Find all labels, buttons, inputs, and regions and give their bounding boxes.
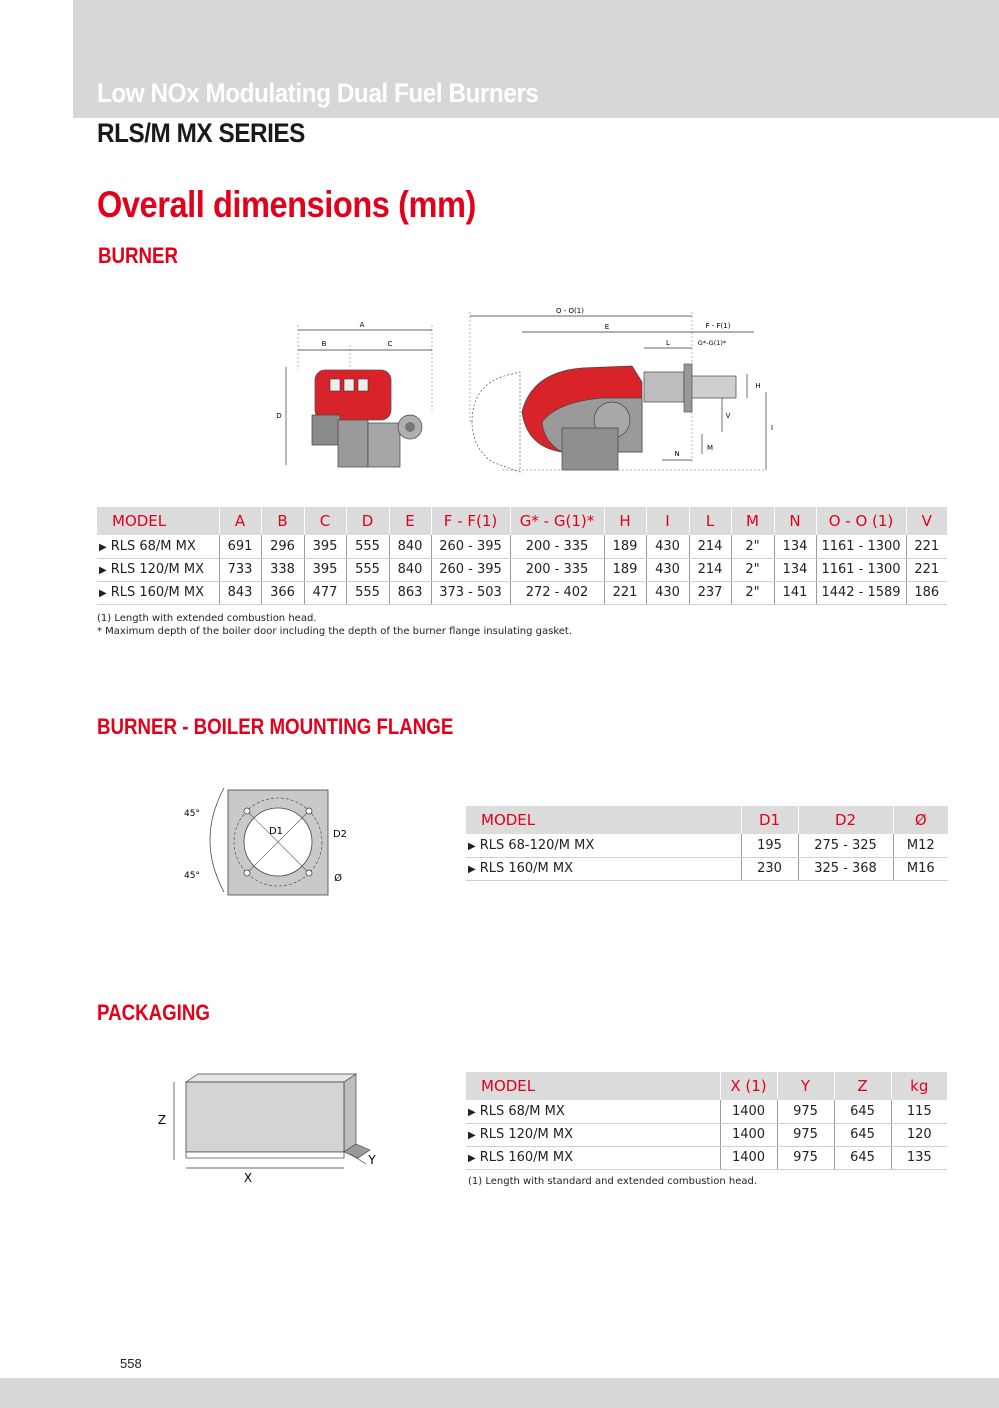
col-o: O - O (1) bbox=[816, 507, 906, 535]
pack-label-z: Z bbox=[157, 1113, 167, 1127]
table-row bbox=[466, 857, 948, 880]
series-subtitle: RLS/M MX SERIES bbox=[97, 118, 305, 148]
pack-label-x: X bbox=[243, 1171, 253, 1185]
burner-side-view-diagram bbox=[462, 302, 782, 482]
cell: 325 - 368 bbox=[798, 857, 893, 880]
triangle-bullet-icon: ▶ bbox=[468, 864, 476, 875]
cell: 195 bbox=[741, 834, 798, 857]
cell: 296 bbox=[261, 535, 304, 558]
dim-label-o: O - O(1) bbox=[556, 307, 584, 315]
cell: 477 bbox=[304, 581, 346, 604]
cell: 555 bbox=[346, 535, 389, 558]
triangle-bullet-icon: ▶ bbox=[468, 840, 476, 852]
flange-label-d2: D2 bbox=[332, 829, 348, 840]
col-f: F - F(1) bbox=[431, 507, 510, 535]
burner-section-title: BURNER bbox=[98, 243, 179, 268]
page-title: Overall dimensions (mm) bbox=[97, 184, 476, 225]
cell: 214 bbox=[689, 558, 731, 581]
col-m: M bbox=[731, 507, 774, 535]
cell: 237 bbox=[689, 581, 731, 604]
dim-label-l: L bbox=[666, 339, 670, 347]
burner-front-view-diagram bbox=[270, 315, 440, 475]
packaging-note: (1) Length with standard and extended combustion head. bbox=[468, 1176, 757, 1187]
dim-label-f: F - F(1) bbox=[705, 322, 731, 330]
cell: 373 - 503 bbox=[431, 581, 510, 604]
table-row bbox=[97, 558, 947, 581]
cell: 975 bbox=[777, 1100, 834, 1123]
cell: 189 bbox=[604, 558, 646, 581]
cell: 186 bbox=[906, 581, 947, 604]
cell: 430 bbox=[646, 558, 689, 581]
model-name: RLS 68/M MX bbox=[110, 538, 196, 554]
cell: 840 bbox=[389, 535, 431, 558]
cell: 733 bbox=[219, 558, 261, 581]
packaging-section-title: PACKAGING bbox=[97, 1000, 210, 1025]
cell: 975 bbox=[777, 1146, 834, 1169]
packaging-diagram bbox=[150, 1070, 390, 1190]
table-header-row bbox=[466, 1072, 947, 1100]
table-row bbox=[97, 581, 947, 604]
cell: 275 - 325 bbox=[798, 834, 893, 857]
cell: 1442 - 1589 bbox=[816, 581, 906, 604]
table-row bbox=[466, 1123, 947, 1146]
col-model: MODEL bbox=[466, 806, 741, 834]
cell: 189 bbox=[604, 535, 646, 558]
cell: 120 bbox=[891, 1123, 947, 1146]
col-d1: D1 bbox=[741, 806, 798, 834]
col-g: G* - G(1)* bbox=[510, 507, 604, 535]
table-row bbox=[466, 1100, 947, 1123]
cell: 1161 - 1300 bbox=[816, 558, 906, 581]
cell: 840 bbox=[389, 558, 431, 581]
cell: 221 bbox=[604, 581, 646, 604]
packaging-table bbox=[466, 1072, 947, 1170]
dim-label-b: B bbox=[321, 340, 327, 348]
col-d: D bbox=[346, 507, 389, 535]
flange-label-d1: D1 bbox=[268, 826, 284, 837]
col-l: L bbox=[689, 507, 731, 535]
cell: 260 - 395 bbox=[431, 558, 510, 581]
dim-label-n: N bbox=[674, 450, 680, 458]
series-title: Low NOx Modulating Dual Fuel Burners bbox=[97, 78, 539, 108]
triangle-bullet-icon: ▶ bbox=[99, 565, 107, 576]
cell: 645 bbox=[834, 1146, 891, 1169]
cell: 134 bbox=[774, 558, 816, 581]
footer-band bbox=[0, 1378, 999, 1408]
cell: 115 bbox=[891, 1100, 947, 1123]
cell: 863 bbox=[389, 581, 431, 604]
col-v: V bbox=[906, 507, 947, 535]
cell: 2" bbox=[731, 581, 774, 604]
cell: 2" bbox=[731, 558, 774, 581]
cell: 366 bbox=[261, 581, 304, 604]
model-name: RLS 160/M MX bbox=[479, 1150, 574, 1165]
burner-note-2: * Maximum depth of the boiler door including the depth of the burner flange insulating gasket. bbox=[97, 626, 573, 637]
dim-label-m: M bbox=[706, 444, 714, 452]
cell: 395 bbox=[304, 535, 346, 558]
cell: 134 bbox=[774, 535, 816, 558]
cell: 2" bbox=[731, 535, 774, 558]
dim-label-c: C bbox=[387, 340, 393, 348]
burner-note-1: (1) Length with extended combustion head. bbox=[97, 613, 317, 624]
dim-label-g: G*-G(1)* bbox=[697, 339, 727, 347]
dim-label-h: H bbox=[755, 382, 761, 390]
model-name: RLS 68-120/M MX bbox=[479, 837, 595, 853]
cell: 555 bbox=[346, 558, 389, 581]
table-header-row bbox=[97, 507, 947, 535]
triangle-bullet-icon: ▶ bbox=[468, 1106, 476, 1118]
triangle-bullet-icon: ▶ bbox=[468, 1153, 476, 1164]
cell: 645 bbox=[834, 1123, 891, 1146]
cell: 200 - 335 bbox=[510, 535, 604, 558]
cell: 1400 bbox=[720, 1146, 777, 1169]
col-h: H bbox=[604, 507, 646, 535]
dim-label-d: D bbox=[276, 412, 282, 420]
cell: 430 bbox=[646, 535, 689, 558]
cell: 1400 bbox=[720, 1123, 777, 1146]
flange-diagram bbox=[178, 780, 358, 900]
dim-label-a: A bbox=[359, 321, 365, 329]
col-d2: D2 bbox=[798, 806, 893, 834]
cell: 200 - 335 bbox=[510, 558, 604, 581]
col-e: E bbox=[389, 507, 431, 535]
col-y: Y bbox=[777, 1072, 834, 1100]
cell: 430 bbox=[646, 581, 689, 604]
triangle-bullet-icon: ▶ bbox=[468, 1130, 476, 1141]
cell: 221 bbox=[906, 558, 947, 581]
model-name: RLS 68/M MX bbox=[479, 1103, 565, 1119]
cell: 975 bbox=[777, 1123, 834, 1146]
model-name: RLS 160/M MX bbox=[479, 861, 574, 876]
table-row bbox=[466, 834, 948, 857]
cell: 338 bbox=[261, 558, 304, 581]
cell: 260 - 395 bbox=[431, 535, 510, 558]
cell: 135 bbox=[891, 1146, 947, 1169]
angle-label-bottom: 45° bbox=[184, 871, 200, 881]
cell: 221 bbox=[906, 535, 947, 558]
cell: 691 bbox=[219, 535, 261, 558]
cell: 1400 bbox=[720, 1100, 777, 1123]
col-n: N bbox=[774, 507, 816, 535]
dim-label-i: I bbox=[770, 424, 774, 432]
model-name: RLS 120/M MX bbox=[479, 1127, 574, 1142]
pack-label-y: Y bbox=[368, 1153, 376, 1167]
cell: 1161 - 1300 bbox=[816, 535, 906, 558]
col-a: A bbox=[219, 507, 261, 535]
cell: 141 bbox=[774, 581, 816, 604]
model-name: RLS 120/M MX bbox=[110, 562, 205, 577]
cell: M16 bbox=[893, 857, 948, 880]
cell: 272 - 402 bbox=[510, 581, 604, 604]
dim-label-v: V bbox=[725, 412, 731, 420]
table-row bbox=[97, 535, 947, 558]
col-x: X (1) bbox=[720, 1072, 777, 1100]
cell: 214 bbox=[689, 535, 731, 558]
dim-label-e: E bbox=[604, 323, 610, 331]
col-c: C bbox=[304, 507, 346, 535]
cell: 843 bbox=[219, 581, 261, 604]
model-name: RLS 160/M MX bbox=[110, 585, 205, 600]
burner-dimensions-table bbox=[97, 507, 947, 605]
flange-table bbox=[466, 806, 948, 881]
cell: 395 bbox=[304, 558, 346, 581]
triangle-bullet-icon: ▶ bbox=[99, 588, 107, 599]
flange-label-dia: Ø bbox=[334, 873, 342, 884]
cell: 230 bbox=[741, 857, 798, 880]
triangle-bullet-icon: ▶ bbox=[99, 541, 107, 553]
col-i: I bbox=[646, 507, 689, 535]
table-row bbox=[466, 1146, 947, 1169]
cell: 555 bbox=[346, 581, 389, 604]
cell: 645 bbox=[834, 1100, 891, 1123]
col-b: B bbox=[261, 507, 304, 535]
col-dia: Ø bbox=[893, 806, 948, 834]
angle-label-top: 45° bbox=[184, 809, 200, 819]
table-header-row bbox=[466, 806, 948, 834]
col-kg: kg bbox=[891, 1072, 947, 1100]
page-number: 558 bbox=[120, 1356, 142, 1371]
cell: M12 bbox=[893, 834, 948, 857]
col-model: MODEL bbox=[466, 1072, 720, 1100]
col-model: MODEL bbox=[97, 507, 219, 535]
flange-section-title: BURNER - BOILER MOUNTING FLANGE bbox=[97, 714, 454, 739]
col-z: Z bbox=[834, 1072, 891, 1100]
